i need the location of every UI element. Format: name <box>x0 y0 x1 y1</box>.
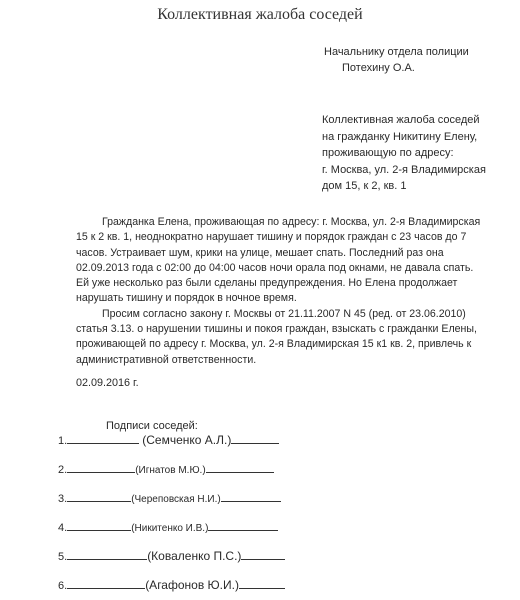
subject-line: дом 15, к 2, кв. 1 <box>322 180 407 192</box>
body-line: 15 к 2 кв. 1, неоднократно нарушает тишину и порядок граждан с 23 часов до 7 <box>76 231 467 244</box>
addressee-name: Потехину О.А. <box>342 62 415 74</box>
subject-line: на гражданку Никитину Елену, <box>322 130 478 143</box>
addressee-block <box>324 44 469 76</box>
signature-line <box>208 519 278 531</box>
signature-number: 2. <box>58 464 68 476</box>
signature-name: (Игнатов М.Ю.) <box>135 465 206 476</box>
body-line: Гражданка Елена, проживающая по адресу: г. Москва, ул. 2-я Владимирская <box>102 216 481 228</box>
signature-line <box>67 490 131 502</box>
signature-line <box>241 548 285 560</box>
signature-line <box>221 490 281 502</box>
body-line: статья 3.13. о нарушении тишины и покоя граждан, взыскать с гражданки Елены, <box>76 323 477 336</box>
signature-line <box>67 548 147 560</box>
subject-line: Коллективная жалоба соседей <box>322 114 480 126</box>
signature-row <box>58 519 278 534</box>
signature-line <box>67 432 139 444</box>
signature-row <box>58 548 285 563</box>
signature-row <box>58 577 285 592</box>
addressee-position: Начальнику отдела полиции <box>324 46 469 58</box>
signature-name: (Череповская Н.И.) <box>131 494 221 505</box>
signature-number: 6. <box>58 580 68 592</box>
signature-row <box>58 461 274 476</box>
signature-name: (Никитенко И.В.) <box>131 523 209 534</box>
signature-line <box>231 432 279 444</box>
body-line: проживающей по адресу г. Москва, ул. 2-я Владимирская 15 к1 кв. 2, привлечь к <box>76 338 472 351</box>
body-line: часов. Устраивает шум, крики на улице, мешает спать. Последний раз она <box>76 246 444 259</box>
signature-number: 5. <box>58 551 68 563</box>
signature-line <box>206 461 274 473</box>
signature-line <box>239 577 285 589</box>
signature-line <box>67 461 135 473</box>
signature-name: (Коваленко П.С.) <box>147 549 242 563</box>
body-line: 02.09.2013 года с 02:00 до 04:00 часов ночи орала под окнами, не давала спать. <box>76 261 474 274</box>
document-date: 02.09.2016 г. <box>76 377 139 389</box>
signature-line <box>67 519 131 531</box>
body-line: административной ответственности. <box>76 353 257 366</box>
subject-line: г. Москва, ул. 2-я Владимирская <box>322 163 486 176</box>
signature-name: (Агафонов Ю.И.) <box>145 578 239 592</box>
signatures-title: Подписи соседей: <box>106 420 198 432</box>
body-line: нарушать тишину и порядок в ночное время. <box>76 292 297 305</box>
subject-line: проживающую по адресу: <box>322 147 454 159</box>
complaint-body <box>76 215 500 368</box>
body-line: Просим согласно закону г. Москвы от 21.11.2007 N 45 (ред. от 23.06.2010) <box>102 307 466 320</box>
signature-name: (Семченко А.Л.) <box>142 433 232 447</box>
signature-number: 3. <box>58 493 68 505</box>
body-line: Ей уже несколько раз были сделаны предупреждения. Но Елена продолжает <box>76 277 458 290</box>
signature-number: 4. <box>58 522 68 534</box>
signature-row <box>58 490 281 505</box>
signature-number: 1. <box>58 435 68 447</box>
signature-row <box>58 432 279 447</box>
document-title: Коллективная жалоба соседей <box>157 6 363 23</box>
signature-line <box>67 577 145 589</box>
subject-block <box>322 112 486 195</box>
